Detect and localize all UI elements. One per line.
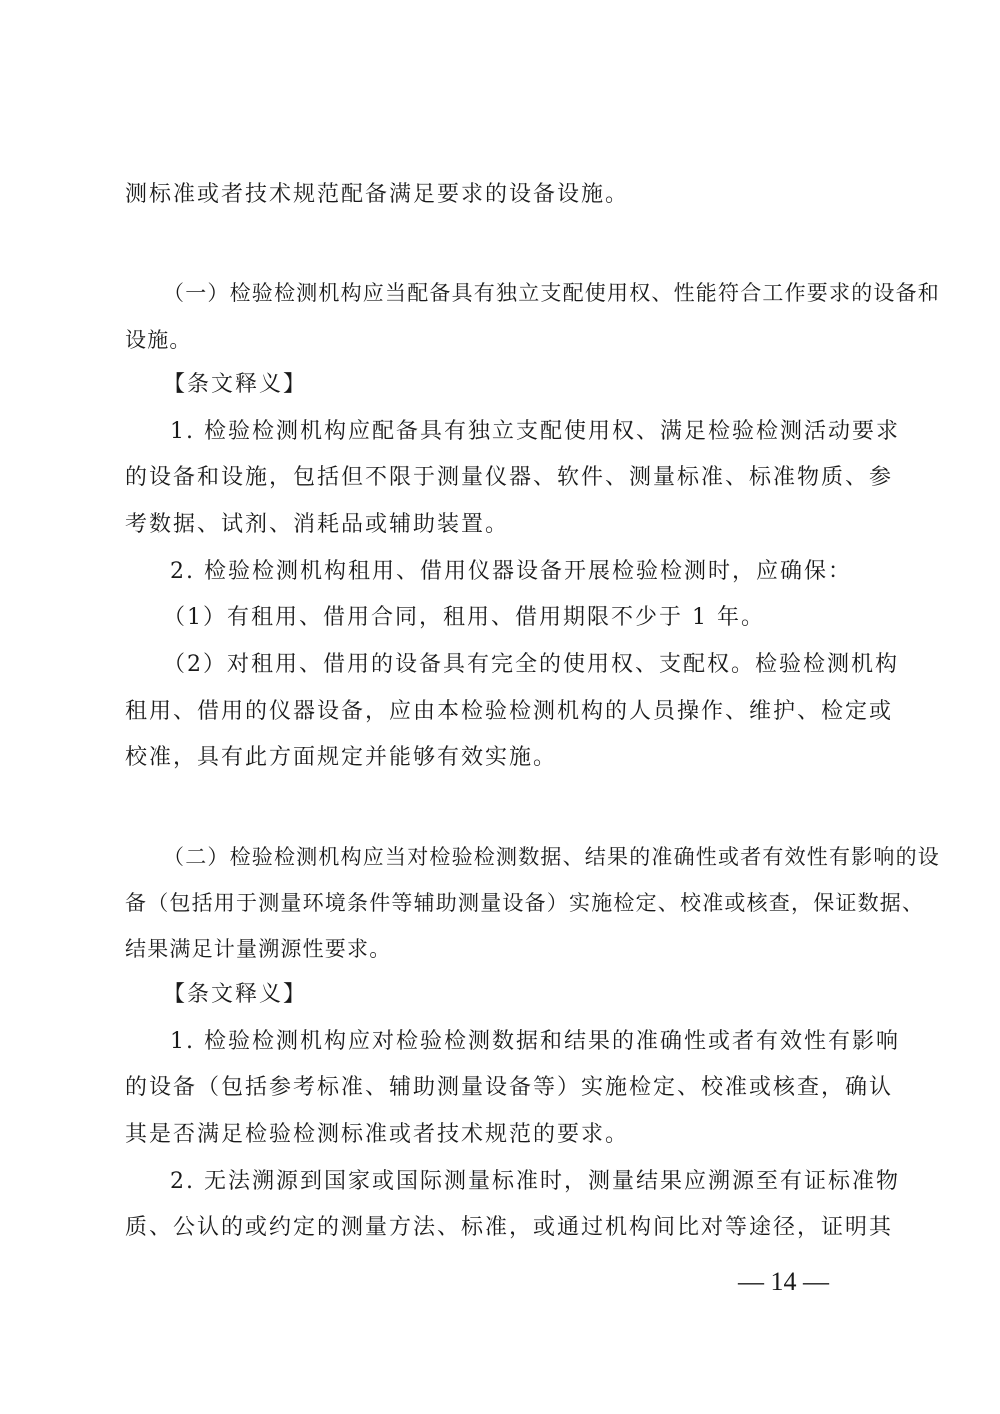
body-line: 1. 检验检测机构应配备具有独立支配使用权、满足检验检测活动要求 (170, 419, 900, 444)
body-line: 其是否满足检验检测标准或者技术规范的要求。 (125, 1122, 630, 1147)
body-line: 质、公认的或约定的测量方法、标准，或通过机构间比对等途径，证明其 (125, 1215, 894, 1240)
section-label: 【条文释义】 (163, 982, 308, 1007)
clause-heading-line: （一）检验检测机构应当配备具有独立支配使用权、性能符合工作要求的设备和 (163, 281, 940, 305)
body-line: 考数据、试剂、消耗品或辅助装置。 (125, 512, 510, 537)
section-label: 【条文释义】 (163, 372, 308, 397)
body-line: 的设备（包括参考标准、辅助测量设备等）实施检定、校准或核查，确认 (125, 1075, 894, 1100)
page-number: — 14 — (738, 1267, 829, 1296)
body-line: （1）有租用、借用合同，租用、借用期限不少于 1 年。 (163, 605, 765, 630)
clause-heading-line: 设施。 (125, 328, 192, 352)
body-line: 的设备和设施，包括但不限于测量仪器、软件、测量标准、标准物质、参 (125, 465, 894, 490)
body-line: 校准，具有此方面规定并能够有效实施。 (125, 745, 558, 770)
body-line: （2）对租用、借用的设备具有完全的使用权、支配权。检验检测机构 (163, 652, 899, 677)
clause-heading-line: 结果满足计量溯源性要求。 (125, 937, 392, 961)
clause-heading-line: （二）检验检测机构应当对检验检测数据、结果的准确性或者有效性有影响的设 (163, 845, 940, 869)
body-line: 1. 检验检测机构应对检验检测数据和结果的准确性或者有效性有影响 (170, 1029, 900, 1054)
body-line: 2. 无法溯源到国家或国际测量标准时，测量结果应溯源至有证标准物 (170, 1169, 900, 1194)
body-line: 测标准或者技术规范配备满足要求的设备设施。 (125, 182, 630, 207)
body-line: 租用、借用的仪器设备，应由本检验检测机构的人员操作、维护、检定或 (125, 699, 894, 724)
clause-heading-line: 备（包括用于测量环境条件等辅助测量设备）实施检定、校准或核查，保证数据、 (125, 891, 925, 915)
body-line: 2. 检验检测机构租用、借用仪器设备开展检验检测时，应确保： (170, 559, 852, 584)
